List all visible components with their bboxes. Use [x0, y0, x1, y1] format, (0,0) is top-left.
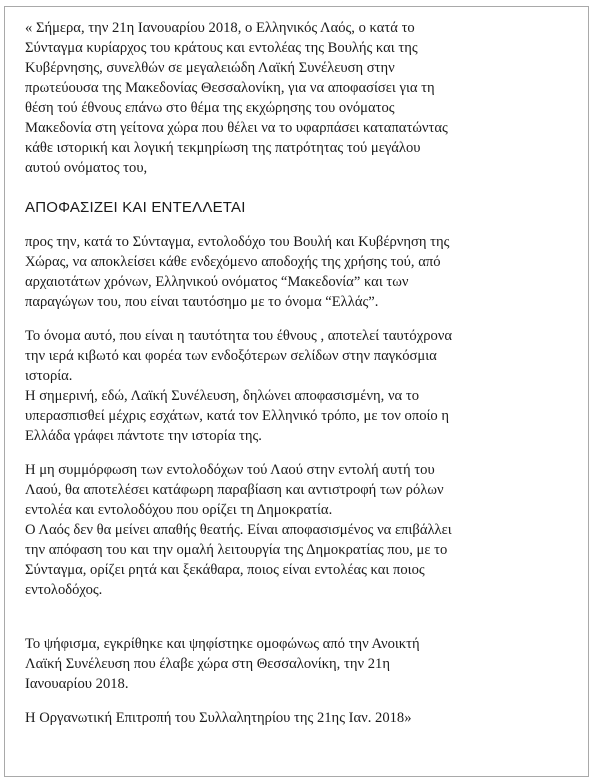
paragraph-line: Η μη συμμόρφωση των εντολοδόχων τού Λαού στην εντολή αυτή του — [25, 462, 435, 478]
paragraph-line: την απόφαση του και την ομαλή λειτουργία της Δημοκρατίας που, με το — [25, 542, 448, 558]
paragraph-line: προς την, κατά το Σύνταγμα, εντολοδόχο του Βουλή και Κυβέρνηση της — [25, 234, 450, 250]
paragraph-line: Ελλάδα γράφει πάντοτε την ιστορία της. — [25, 428, 262, 444]
paragraph-line: υπερασπισθεί μέχρις εσχάτων, κατά τον Ελληνικό τρόπο, με τον οποίο η — [25, 408, 449, 424]
document-frame — [4, 6, 589, 777]
intro-line: Μακεδονία στη γείτονα χώρα που θέλει να το υφαρπάσει καταπατώντας — [25, 120, 448, 136]
intro-line: πρωτεύουσα της Μακεδονίας Θεσσαλονίκη, για να αποφασίσει για τη — [25, 80, 435, 96]
signature-text: Η Οργανωτική Επιτροπή του Συλλαλητηρίου της 21ης Ιαν. 2018» — [25, 710, 412, 726]
paragraph-line: Λαϊκή Συνέλευση που έλαβε χώρα στη Θεσσαλονίκη, την 21η — [25, 656, 390, 672]
intro-line: « Σήμερα, την 21η Ιανουαρίου 2018, ο Ελληνικός Λαός, ο κατά το — [25, 20, 415, 36]
intro-line: κάθε ιστορική και λογική τεκμηρίωση της πατρότητας τού μεγάλου — [25, 140, 421, 156]
paragraph-line: Χώρας, να αποκλείσει κάθε ενδεχόμενο αποδοχής της χρήσης τού, από — [25, 254, 441, 270]
paragraph-line: εντολέα και εντολοδόχου που ορίζει τη Δημοκρατία. — [25, 502, 333, 518]
paragraph-line: Σύνταγμα, ορίζει ρητά και ξεκάθαρα, ποιος είναι εντολέας και ποιος — [25, 562, 425, 578]
paragraph-line: Η σημερινή, εδώ, Λαϊκή Συνέλευση, δηλώνει αποφασισμένη, να το — [25, 388, 420, 404]
paragraph-resolution — [25, 634, 573, 694]
intro-line: θέση τού έθνους επάνω στο θέμα της εκχώρησης του ονόματος — [25, 100, 395, 116]
paragraph-mandate — [25, 232, 573, 312]
paragraph-line: εντολοδόχος. — [25, 582, 103, 598]
paragraph-line: την ιερά κιβωτό και φορέα των ενδοξότερων σελίδων στην παγκόσμια — [25, 348, 437, 364]
intro-paragraph — [25, 18, 573, 178]
paragraph-line: ιστορία. — [25, 368, 73, 384]
paragraph-identity — [25, 326, 573, 446]
paragraph-line: Ιανουαρίου 2018. — [25, 676, 129, 692]
paragraph-line: παραγώγων του, που είναι ταυτόσημο με το όνομα “Ελλάς”. — [25, 294, 379, 310]
paragraph-line: Το όνομα αυτό, που είναι η ταυτότητα του έθνους , αποτελεί ταυτόχρονα — [25, 328, 453, 344]
decision-heading: ΑΠΟΦΑΣΙΖΕΙ ΚΑΙ ΕΝΤΕΛΛΕΤΑΙ — [25, 199, 246, 216]
document-body — [25, 18, 573, 728]
paragraph-line: Ο Λαός δεν θα μείνει απαθής θεατής. Είναι αποφασισμένος να επιβάλλει — [25, 522, 452, 538]
intro-line: Κυβέρνησης, συνελθών σε μεγαλειώδη Λαϊκή Συνέλευση στην — [25, 60, 395, 76]
paragraph-line: Το ψήφισμα, εγκρίθηκε και ψηφίστηκε ομοφώνως από την Ανοικτή — [25, 636, 420, 652]
intro-line: Σύνταγμα κυρίαρχος του κράτους και εντολέας της Βουλής και της — [25, 40, 418, 56]
signature-line — [25, 708, 573, 728]
paragraph-line: Λαού, θα αποτελέσει κατάφωρη παραβίαση και αντιστροφή των ρόλων — [25, 482, 444, 498]
intro-line: αυτού ονόματος του, — [25, 160, 148, 176]
paragraph-line: αρχαιοτάτων χρόνων, Ελληνικού ονόματος “Μακεδονία” και των — [25, 274, 409, 290]
paragraph-compliance — [25, 460, 573, 600]
